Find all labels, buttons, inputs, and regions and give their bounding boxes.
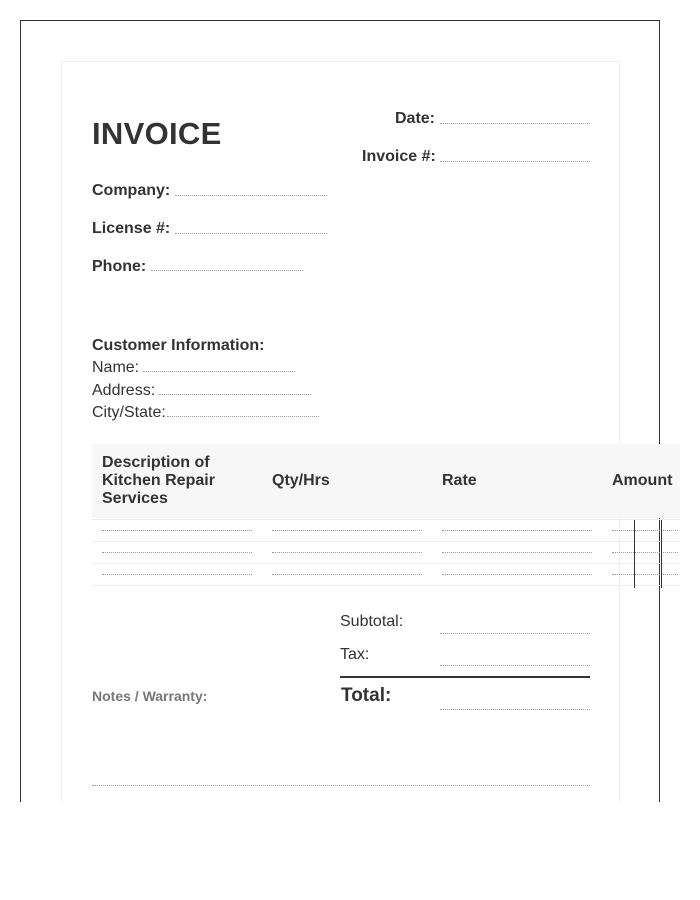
row-3-description-field[interactable] <box>102 574 252 575</box>
notes-field[interactable] <box>92 785 590 786</box>
row-2-description-field[interactable] <box>102 552 252 553</box>
row-3-amount-field[interactable] <box>612 574 678 575</box>
table-row-separator <box>92 585 680 586</box>
table-edge-mark <box>634 520 635 588</box>
row-1-qty-field[interactable] <box>272 530 422 531</box>
row-1-amount-field[interactable] <box>612 530 678 531</box>
row-1-rate-field[interactable] <box>442 530 592 531</box>
company-field[interactable] <box>175 195 327 196</box>
phone-field[interactable] <box>151 270 303 271</box>
customer-city-field[interactable] <box>167 416 319 417</box>
tax-label: Tax: <box>340 646 370 663</box>
invoice-number-label: Invoice #: <box>362 148 436 165</box>
row-2-amount-field[interactable] <box>612 552 678 553</box>
subtotal-field[interactable] <box>440 633 590 634</box>
notes-label: Notes / Warranty: <box>92 688 208 704</box>
date-label: Date: <box>395 110 436 127</box>
customer-address-label: Address: <box>92 382 156 399</box>
customer-name-label: Name: <box>92 359 140 376</box>
license-label: License #: <box>92 220 171 237</box>
total-field[interactable] <box>440 709 590 710</box>
row-3-rate-field[interactable] <box>442 574 592 575</box>
customer-address-field[interactable] <box>159 394 311 395</box>
customer-city-label: City/State: <box>92 404 166 421</box>
column-header-amount: Amount <box>612 472 673 489</box>
table-edge-mark <box>661 520 662 588</box>
invoice-number-field[interactable] <box>440 161 590 162</box>
column-header-qty: Qty/Hrs <box>272 472 330 489</box>
invoice-title: INVOICE <box>92 116 222 151</box>
total-divider <box>340 676 590 678</box>
row-1-description-field[interactable] <box>102 530 252 531</box>
total-label: Total: <box>341 685 392 706</box>
customer-info-heading: Customer Information: <box>92 337 265 354</box>
date-field[interactable] <box>440 123 590 124</box>
license-field[interactable] <box>175 233 327 234</box>
row-2-rate-field[interactable] <box>442 552 592 553</box>
customer-name-field[interactable] <box>143 371 295 372</box>
table-row-separator <box>92 519 680 520</box>
row-3-qty-field[interactable] <box>272 574 422 575</box>
company-label: Company: <box>92 182 171 199</box>
subtotal-label: Subtotal: <box>340 613 404 630</box>
table-row-separator <box>92 563 680 564</box>
column-header-description: Description of Kitchen Repair Services <box>102 454 215 507</box>
column-header-rate: Rate <box>442 472 477 489</box>
row-2-qty-field[interactable] <box>272 552 422 553</box>
table-row-separator <box>92 541 680 542</box>
tax-field[interactable] <box>440 665 590 666</box>
phone-label: Phone: <box>92 258 147 275</box>
